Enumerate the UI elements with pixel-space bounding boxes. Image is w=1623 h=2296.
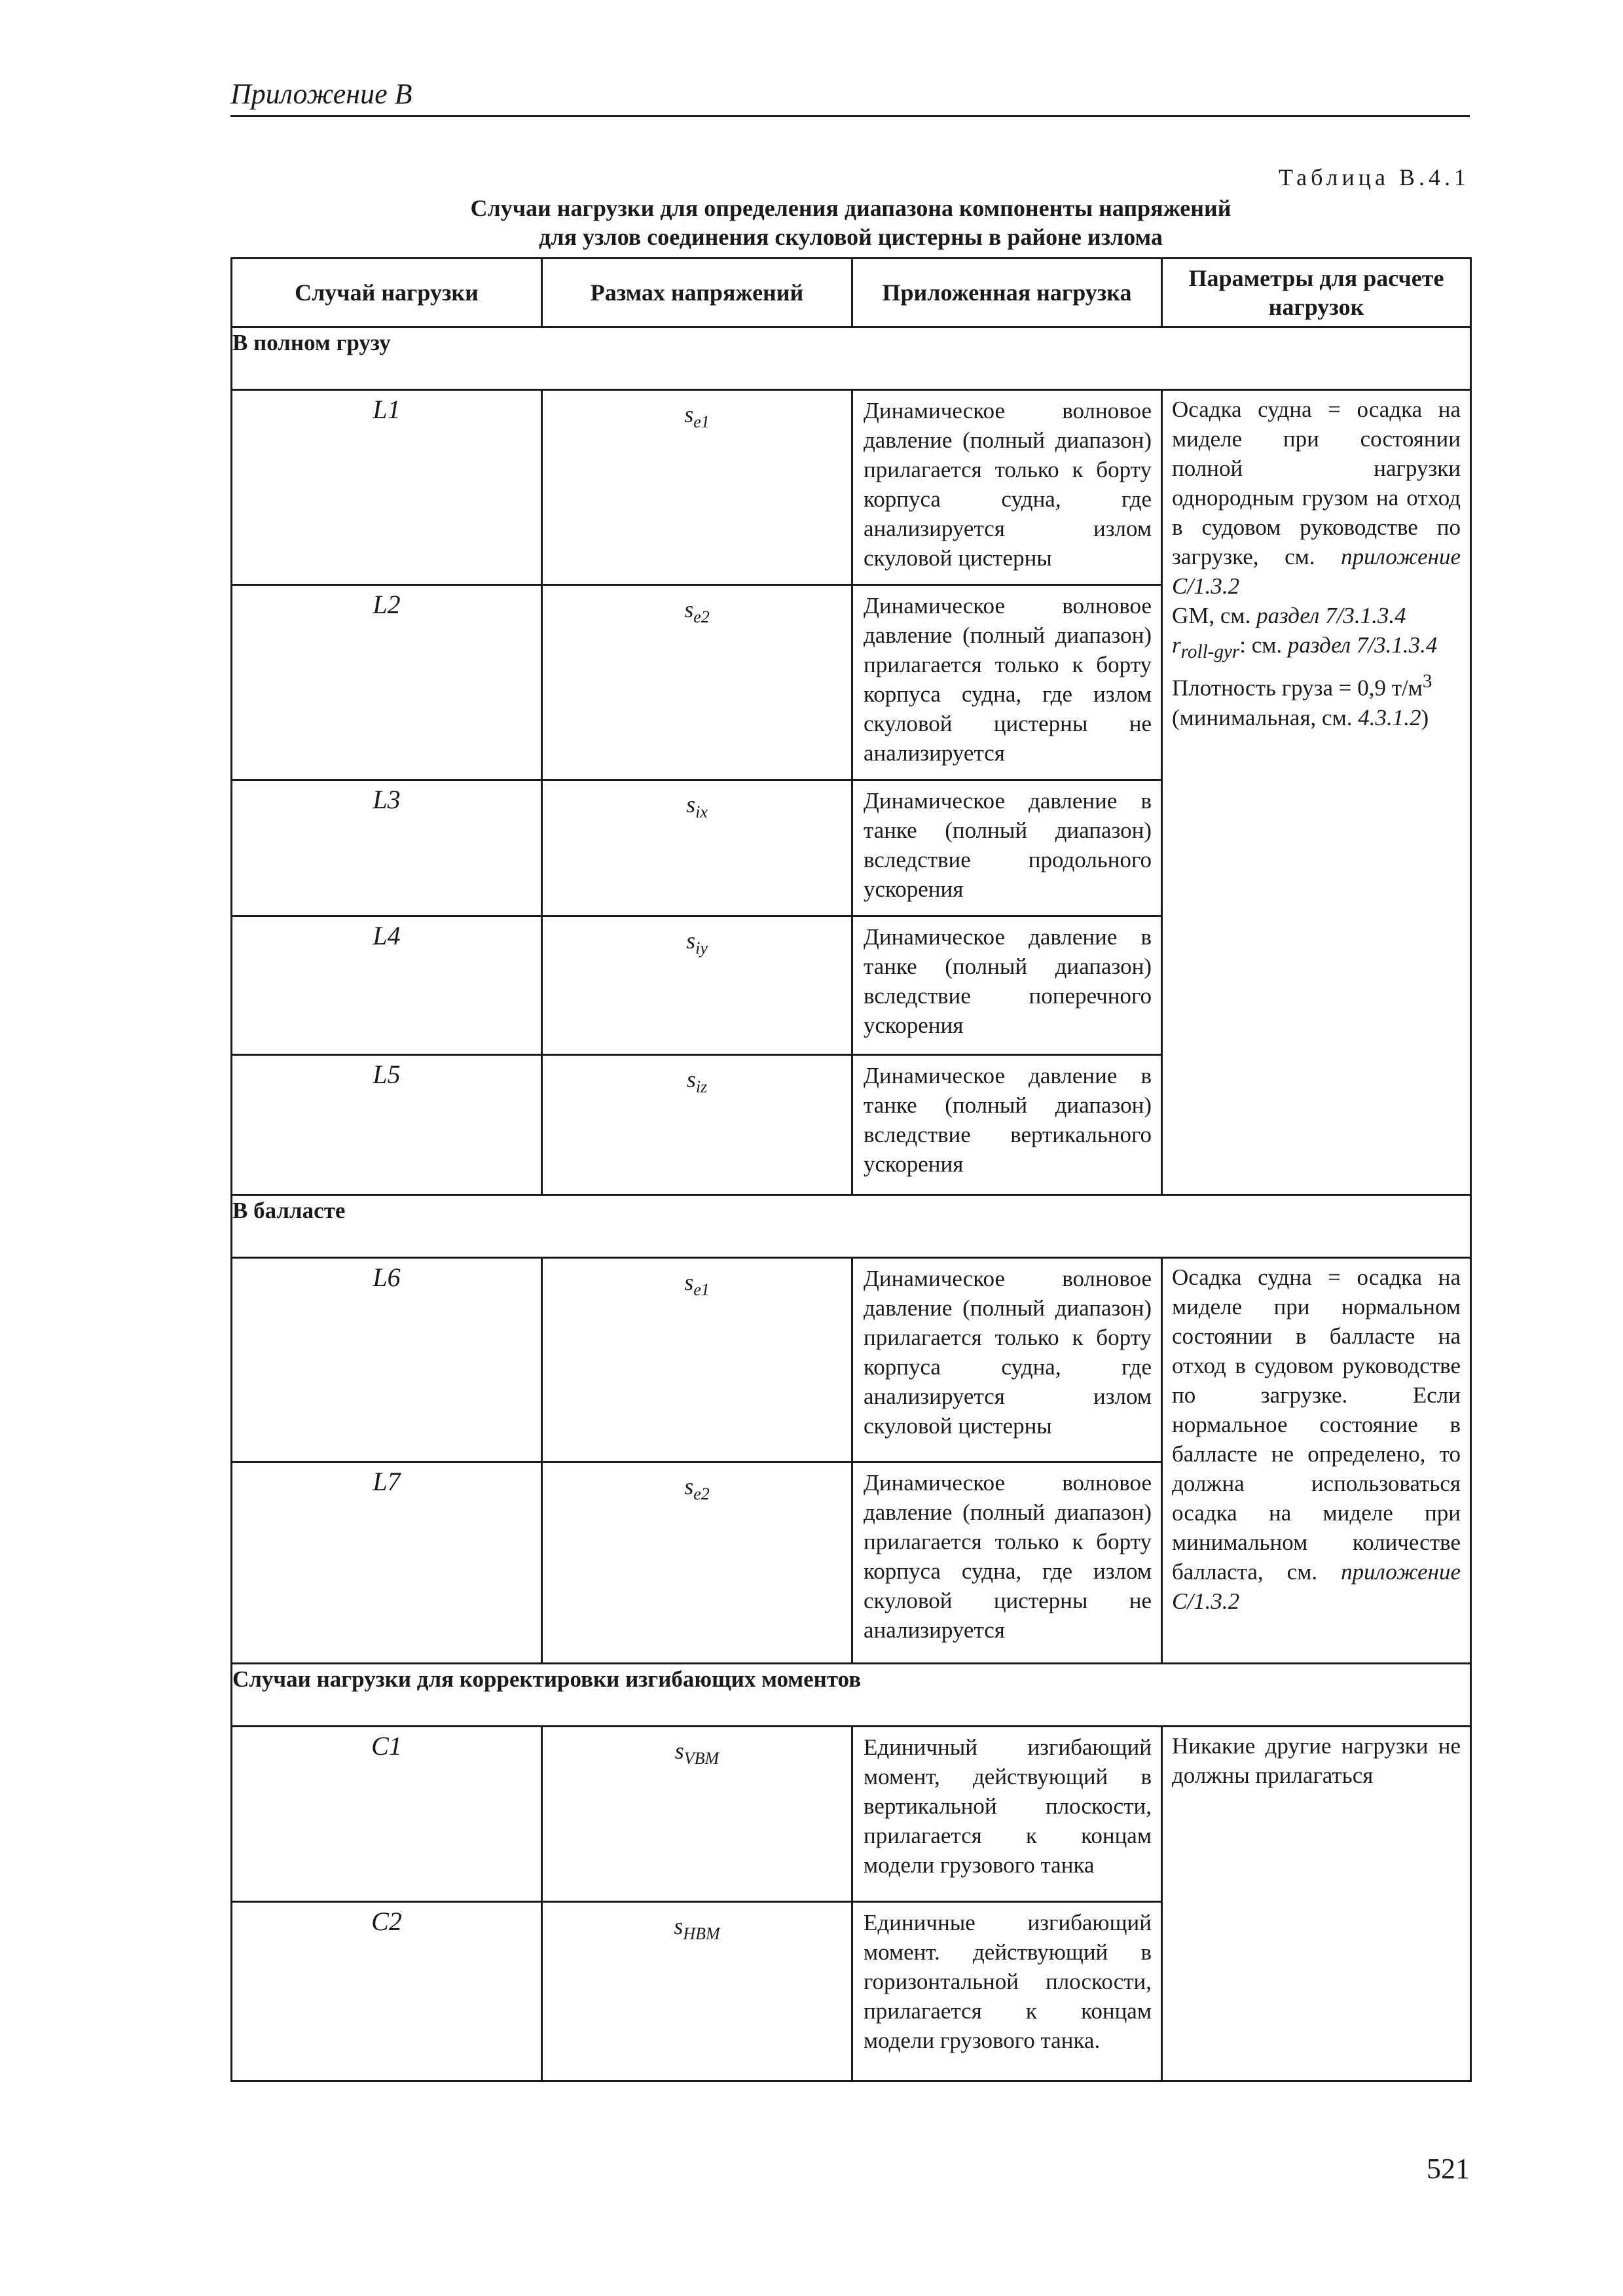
- load-case-L6: L6: [232, 1258, 542, 1462]
- stress-range-L2: $s_{e2}$: [542, 585, 852, 780]
- section-title-ballast: В балласте: [232, 1195, 1471, 1258]
- parameters-bending: Никакие другие нагрузки не должны прилагаться: [1162, 1727, 1471, 2081]
- load-case-C1: C1: [232, 1727, 542, 1902]
- stress-range-L5: $s_{iz}$: [542, 1055, 852, 1195]
- section-row-ballast: [232, 1195, 1471, 1258]
- table-row: [232, 390, 1471, 585]
- applied-load-L7: Динамическое волновое давление (полный диапазон) прилагается только к борту корпуса судна, где излом скуловой цистерны не анализируется: [852, 1462, 1162, 1664]
- stress-range-L4: $s_{iy}$: [542, 916, 852, 1055]
- applied-load-L3: Динамическое давление в танке (полный диапазон) вследствие продольного ускорения: [852, 780, 1162, 916]
- applied-load-C1: Единичный изгибающий момент, действующий в вертикальной плоскости, прилагается к концам модели грузового танка: [852, 1727, 1162, 1902]
- table-row: [232, 1258, 1471, 1462]
- stress-range-L3: $s_{ix}$: [542, 780, 852, 916]
- page-number: 521: [1427, 2153, 1470, 2185]
- table-number: Таблица B.4.1: [1279, 164, 1470, 190]
- table-row: [232, 1727, 1471, 1902]
- param-full-roll-gyr: $r_{roll-gyr}$: см. раздел 7/3.1.3.4: [1172, 632, 1438, 662]
- load-case-L7: L7: [232, 1462, 542, 1664]
- param-full-density: Плотность груза = 0,9 $т/м^3$: [1172, 671, 1432, 701]
- applied-load-L2: Динамическое волновое давление (полный диапазон) прилагается только к борту корпуса судна, где излом скуловой цистерны не анализируется: [852, 585, 1162, 780]
- param-full-min: (минимальная, см. 4.3.1.2): [1172, 704, 1429, 730]
- load-case-L5: L5: [232, 1055, 542, 1195]
- load-case-L2: L2: [232, 585, 542, 780]
- column-header-stress-range: Размах напряжений: [542, 259, 852, 327]
- load-case-C2: C2: [232, 1902, 542, 2081]
- parameters-full-load: [1162, 390, 1471, 1195]
- section-title-full-load: В полном грузу: [232, 327, 1471, 390]
- column-header-load-case: Случай нагрузки: [232, 259, 542, 327]
- stress-range-L6: $s_{e1}$: [542, 1258, 852, 1462]
- stress-range-C1: $s_{VBM}$: [542, 1727, 852, 1902]
- param-full-gm: GM, см. раздел 7/3.1.3.4: [1172, 603, 1406, 628]
- table-header-row: [232, 259, 1471, 327]
- header-rule: [230, 115, 1470, 117]
- stress-range-C2: $s_{HBM}$: [542, 1902, 852, 2081]
- stress-range-L7: $s_{e2}$: [542, 1462, 852, 1664]
- param-full-text: Осадка судна = осадка на миделе при состоянии полной нагрузки однородным грузом на отход в судовом руководстве по загрузке, см. приложение C/1.3.2: [1172, 397, 1461, 599]
- load-case-L4: L4: [232, 916, 542, 1055]
- section-title-bending: Случаи нагрузки для корректировки изгибающих моментов: [232, 1664, 1471, 1727]
- section-row-full-load: [232, 327, 1471, 390]
- table-title-line-1: Случаи нагрузки для определения диапазона компоненты напряжений: [470, 195, 1231, 221]
- column-header-applied-load: Приложенная нагрузка: [852, 259, 1162, 327]
- applied-load-L4: Динамическое давление в танке (полный диапазон) вследствие поперечного ускорения: [852, 916, 1162, 1055]
- applied-load-L6: Динамическое волновое давление (полный диапазон) прилагается только к борту корпуса судна, где анализируется излом скуловой цистерны: [852, 1258, 1162, 1462]
- load-cases-table: [230, 257, 1472, 2082]
- load-case-L1: L1: [232, 390, 542, 585]
- applied-load-C2: Единичные изгибающий момент. действующий в горизонтальной плоскости, прилагается к концам модели грузового танка.: [852, 1902, 1162, 2081]
- applied-load-L1: Динамическое волновое давление (полный диапазон) прилагается только к борту корпуса судна, где анализируется излом скуловой цистерны: [852, 390, 1162, 585]
- table-title: [367, 194, 1335, 251]
- parameters-ballast: Осадка судна = осадка на миделе при нормальном состоянии в балласте на отход в судовом руководстве по загрузке. Если нормальное состояние в балласте не определено, то должна использоваться осадка на миделе при минимальном количестве балласта, см. приложение C/1.3.2: [1162, 1258, 1471, 1664]
- stress-range-L1: $s_{e1}$: [542, 390, 852, 585]
- column-header-load-parameters: Параметры для расчете нагрузок: [1162, 259, 1471, 327]
- section-row-bending: [232, 1664, 1471, 1727]
- table-title-line-2: для узлов соединения скуловой цистерны в районе излома: [539, 224, 1163, 250]
- running-head: Приложение B: [230, 78, 412, 110]
- applied-load-L5: Динамическое давление в танке (полный диапазон) вследствие вертикального ускорения: [852, 1055, 1162, 1195]
- load-case-L3: L3: [232, 780, 542, 916]
